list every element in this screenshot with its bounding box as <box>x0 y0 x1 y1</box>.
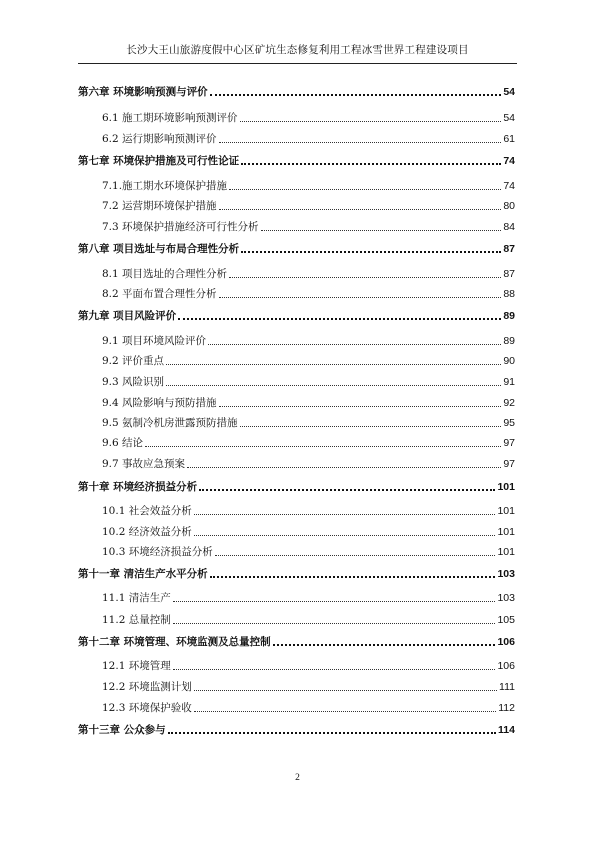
toc-entry-page: 95 <box>503 417 515 429</box>
toc-entry-page: 101 <box>497 546 515 558</box>
dot-leader <box>219 406 502 407</box>
toc-section-entry[interactable] <box>78 699 515 715</box>
toc-entry-page: 80 <box>503 200 515 212</box>
dot-leader <box>168 732 496 734</box>
toc-entry-title: 10.3 环境经济损益分析 <box>102 546 213 558</box>
toc-entry-title: 11.2 总量控制 <box>102 614 171 626</box>
dot-leader <box>215 555 496 556</box>
dot-leader <box>210 576 496 578</box>
toc-entry-page: 106 <box>497 636 515 648</box>
toc-entry-title: 7.2 运营期环境保护措施 <box>102 200 217 212</box>
toc-entry-title: 12.2 环境监测计划 <box>102 681 192 693</box>
toc-entry-title: 6.2 运行期影响预测评价 <box>102 133 217 145</box>
dot-leader <box>208 344 501 345</box>
dot-leader <box>229 189 501 190</box>
toc-section-entry[interactable] <box>78 218 515 234</box>
dot-leader <box>261 230 502 231</box>
toc-entry-title: 9.2 评价重点 <box>102 355 165 367</box>
dot-leader <box>241 163 501 165</box>
toc-chapter-entry[interactable] <box>78 240 515 256</box>
toc-section-entry[interactable] <box>78 109 515 125</box>
toc-entry-title: 第六章 环境影响预测与评价 <box>78 86 208 98</box>
toc-section-entry[interactable] <box>78 414 515 430</box>
dot-leader <box>194 690 497 691</box>
toc-entry-page: 91 <box>503 376 515 388</box>
dot-leader <box>210 94 502 96</box>
toc-entry-page: 61 <box>503 133 515 145</box>
toc-section-entry[interactable] <box>78 332 515 348</box>
toc-entry-title: 9.6 结论 <box>102 437 144 449</box>
toc-entry-page: 74 <box>503 155 515 167</box>
toc-entry-page: 88 <box>503 288 515 300</box>
toc-entry-page: 89 <box>503 310 515 322</box>
toc-section-entry[interactable] <box>78 197 515 213</box>
toc-entry-page: 54 <box>503 86 515 98</box>
toc-entry-page: 101 <box>497 526 515 538</box>
dot-leader <box>178 318 501 320</box>
dot-leader <box>145 446 501 447</box>
toc-section-entry[interactable] <box>78 285 515 301</box>
dot-leader <box>241 251 501 253</box>
toc-entry-page: 97 <box>503 437 515 449</box>
dot-leader <box>199 489 495 491</box>
toc-section-entry[interactable] <box>78 455 515 471</box>
running-header: 长沙大王山旅游度假中心区矿坑生态修复利用工程冰雪世界工程建设项目 <box>78 42 517 64</box>
toc-entry-title: 7.3 环境保护措施经济可行性分析 <box>102 221 259 233</box>
toc-entry-title: 6.1 施工期环境影响预测评价 <box>102 112 238 124</box>
toc-entry-page: 114 <box>498 724 515 736</box>
toc-entry-page: 106 <box>497 660 515 672</box>
toc-entry-page: 112 <box>498 702 515 714</box>
dot-leader <box>173 669 496 670</box>
toc-entry-page: 103 <box>497 568 515 580</box>
page-number: 2 <box>295 773 300 783</box>
toc-entry-title: 9.1 项目环境风险评价 <box>102 335 207 347</box>
dot-leader <box>187 467 501 468</box>
dot-leader <box>240 121 502 122</box>
toc-section-entry[interactable] <box>78 130 515 146</box>
dot-leader <box>229 277 501 278</box>
toc-entry-title: 10.2 经济效益分析 <box>102 526 192 538</box>
toc-entry-title: 第十一章 清洁生产水平分析 <box>78 568 208 580</box>
toc-chapter-entry[interactable] <box>78 83 515 99</box>
toc-entry-title: 9.3 风险识别 <box>102 376 165 388</box>
toc-entry-page: 97 <box>503 458 515 470</box>
toc-chapter-entry[interactable] <box>78 152 515 168</box>
toc-entry-page: 92 <box>503 397 515 409</box>
toc-entry-title: 10.1 社会效益分析 <box>102 505 192 517</box>
dot-leader <box>194 514 496 515</box>
toc-entry-title: 9.5 氨制冷机房泄露预防措施 <box>102 417 238 429</box>
toc-entry-page: 87 <box>503 243 515 255</box>
toc-section-entry[interactable] <box>78 523 515 539</box>
toc-entry-title: 12.3 环境保护验收 <box>102 702 192 714</box>
dot-leader <box>173 601 496 602</box>
toc-section-entry[interactable] <box>78 265 515 281</box>
dot-leader <box>273 644 496 646</box>
dot-leader <box>194 535 496 536</box>
dot-leader <box>173 623 496 624</box>
dot-leader <box>166 364 501 365</box>
toc-entry-page: 111 <box>499 681 515 693</box>
toc-entry-page: 74 <box>503 180 515 192</box>
toc-section-entry[interactable] <box>78 543 515 559</box>
toc-section-entry[interactable] <box>78 394 515 410</box>
toc-entry-page: 101 <box>497 481 515 493</box>
toc-entry-title: 第十二章 环境管理、环境监测及总量控制 <box>78 636 271 648</box>
toc-entry-title: 7.1.施工期水环境保护措施 <box>102 180 228 192</box>
toc-section-entry[interactable] <box>78 657 515 673</box>
toc-chapter-entry[interactable] <box>78 633 515 649</box>
dot-leader <box>219 297 502 298</box>
toc-section-entry[interactable] <box>78 373 515 389</box>
dot-leader <box>219 142 502 143</box>
toc-entry-title: 第九章 项目风险评价 <box>78 310 177 322</box>
toc-chapter-entry[interactable] <box>78 565 515 581</box>
toc-chapter-entry[interactable] <box>78 307 515 323</box>
toc-section-entry[interactable] <box>78 611 515 627</box>
toc-section-entry[interactable] <box>78 502 515 518</box>
dot-leader <box>194 711 497 712</box>
toc-entry-page: 89 <box>503 335 515 347</box>
toc-entry-title: 8.2 平面布置合理性分析 <box>102 288 217 300</box>
toc-section-entry[interactable] <box>78 678 515 694</box>
toc-entry-title: 11.1 清洁生产 <box>102 592 171 604</box>
toc-entry-title: 第十三章 公众参与 <box>78 724 166 736</box>
toc-section-entry[interactable] <box>78 352 515 368</box>
toc-entry-title: 第十章 环境经济损益分析 <box>78 481 198 493</box>
dot-leader <box>240 426 502 427</box>
toc-entry-page: 54 <box>503 112 515 124</box>
toc-entry-page: 90 <box>503 355 515 367</box>
toc-entry-title: 9.7 事故应急预案 <box>102 458 186 470</box>
toc-entry-title: 12.1 环境管理 <box>102 660 171 672</box>
toc-entry-page: 84 <box>503 221 515 233</box>
toc-entry-page: 103 <box>497 592 515 604</box>
toc-section-entry[interactable] <box>78 589 515 605</box>
dot-leader <box>166 385 501 386</box>
dot-leader <box>219 209 502 210</box>
toc-entry-page: 101 <box>497 505 515 517</box>
toc-chapter-entry[interactable] <box>78 478 515 494</box>
toc-entry-title: 8.1 项目选址的合理性分析 <box>102 268 228 280</box>
toc-entry-title: 第八章 项目选址与布局合理性分析 <box>78 243 240 255</box>
toc-entry-page: 105 <box>497 614 515 626</box>
toc-section-entry[interactable] <box>78 177 515 193</box>
toc-entry-title: 9.4 风险影响与预防措施 <box>102 397 217 409</box>
toc-entry-page: 87 <box>503 268 515 280</box>
toc-chapter-entry[interactable] <box>78 721 515 737</box>
toc-entry-title: 第七章 环境保护措施及可行性论证 <box>78 155 240 167</box>
toc-section-entry[interactable] <box>78 434 515 450</box>
